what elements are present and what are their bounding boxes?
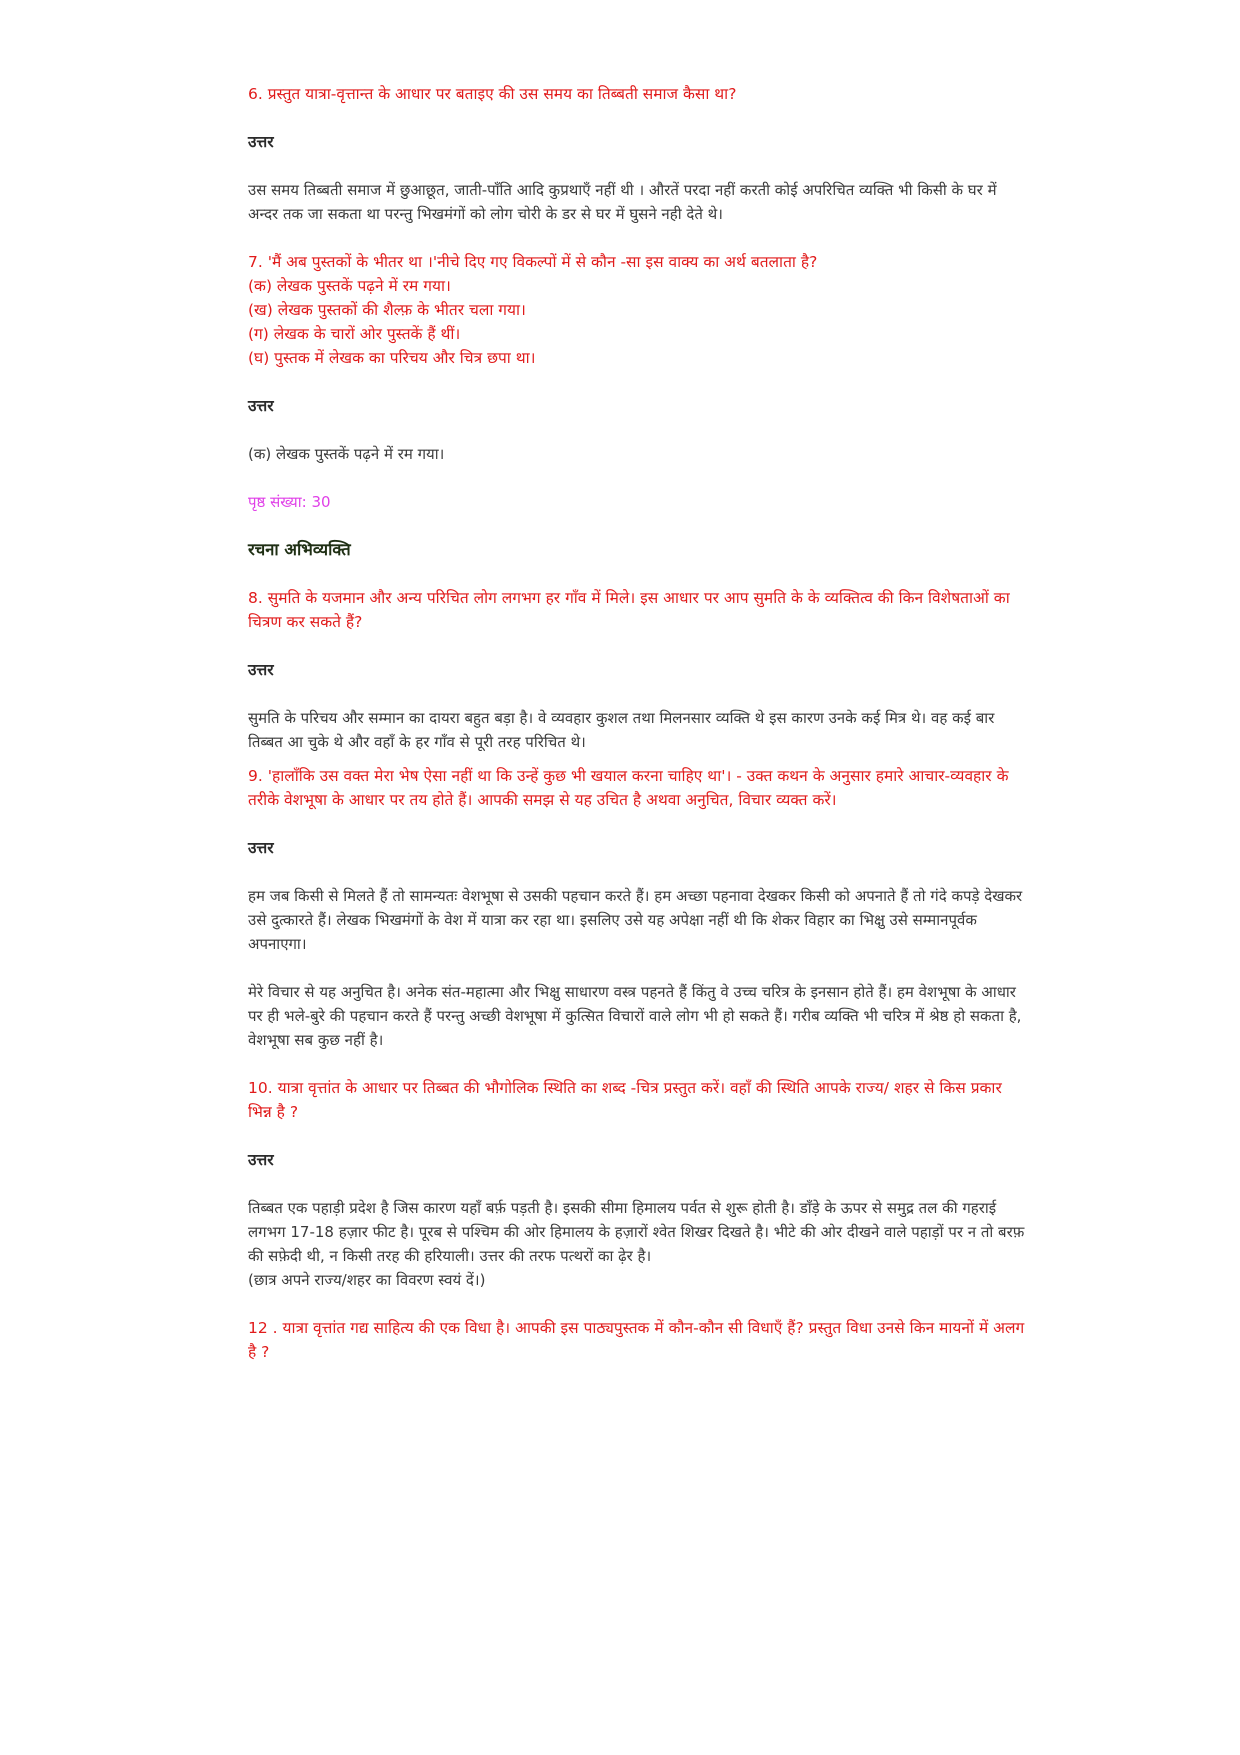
answer-10: तिब्बत एक पहाड़ी प्रदेश है जिस कारण यहाँ बर्फ़ पड़ती है। इसकी सीमा हिमालय पर्वत से शुरू होती है। डाँड़े के ऊपर से समुद्र तल की गहराई लगभग 17-18 हज़ार फीट है। पूरब से पश्चिम की ओर हिमालय के हज़ारों श्वेत शिखर दिखते है। भीटे की ओर दीखने वाले पहाड़ों पर न तो बरफ़ की सफ़ेदी थी, न किसी तरह की हरियाली। उत्तर की तरफ पत्थरों का ढ़ेर है।: [248, 1199, 1025, 1265]
answer-label-8: उत्तर: [248, 661, 274, 679]
question-8: 8. सुमति के यजमान और अन्य परिचित लोग लगभग हर गाँव में मिले। इस आधार पर आप सुमति के के व्यक्तित्व की किन विशेषताओं का चित्रण कर सकते हैं?: [248, 589, 1010, 631]
answer-label-6: उत्तर: [248, 133, 274, 151]
question-12: 12 . यात्रा वृत्तांत गद्य साहित्य की एक विधा है। आपकी इस पाठ्यपुस्तक में कौन-कौन सी विधाएँ हैं? प्रस्तुत विधा उनसे किन मायनों में अलग है ?: [248, 1319, 1025, 1361]
answer-8: सुमति के परिचय और सम्मान का दायरा बहुत बड़ा है। वे व्यवहार कुशल तथा मिलनसार व्यक्ति थे इस कारण उनके कई मित्र थे। वह कई बार तिब्बत आ चुके थे और वहाँ के हर गाँव से पूरी तरह परिचित थे।: [248, 709, 995, 751]
answer-label-7: उत्तर: [248, 397, 274, 415]
answer-9-paragraph-1: हम जब किसी से मिलते हैं तो सामन्यतः वेशभूषा से उसकी पहचान करते हैं। हम अच्छा पहनावा देखकर किसी को अपनाते हैं तो गंदे कपड़े देखकर उसे दुत्कारते हैं। लेखक भिखमंगों के वेश में यात्रा कर रहा था। इसलिए उसे यह अपेक्षा नहीं थी कि शेकर विहार का भिक्षु उसे सम्मानपूर्वक अपनाएगा।: [248, 887, 1023, 953]
answer-label-9: उत्तर: [248, 839, 274, 857]
question-9: 9. 'हालाँकि उस वक्त मेरा भेष ऐसा नहीं था कि उन्हें कुछ भी खयाल करना चाहिए था'। - उक्त कथन के अनुसार हमारे आचार-व्यवहार के तरीके वेशभूषा के आधार पर तय होते हैं। आपकी समझ से यह उचित है अथवा अनुचित, विचार व्यक्त करें।: [248, 767, 1009, 809]
question-6: 6. प्रस्तुत यात्रा-वृत्तान्त के आधार पर बताइए की उस समय का तिब्बती समाज कैसा था?: [248, 85, 737, 103]
answer-6: उस समय तिब्बती समाज में छुआछूत, जाती-पाँति आदि कुप्रथाएँ नहीं थी । औरतें परदा नहीं करती कोई अपरिचित व्यक्ति भी किसी के घर में अन्दर तक जा सकता था परन्तु भिखमंगों को लोग चोरी के डर से घर में घुसने नही देते थे।: [248, 181, 997, 223]
answer-10-note: (छात्र अपने राज्य/शहर का विवरण स्वयं दें।): [248, 1271, 486, 1289]
option-ga: (ग) लेखक के चारों ओर पुस्तकें हैं थीं।: [248, 325, 461, 343]
option-gha: (घ) पुस्तक में लेखक का परिचय और चित्र छपा था।: [248, 349, 536, 367]
answer-label-10: उत्तर: [248, 1151, 274, 1169]
option-kha: (ख) लेखक पुस्तकों की शैल्फ़ के भीतर चला गया।: [248, 301, 526, 319]
option-ka: (क) लेखक पुस्तकें पढ़ने में रम गया।: [248, 277, 451, 295]
answer-9-paragraph-2: मेरे विचार से यह अनुचित है। अनेक संत-महात्मा और भिक्षु साधारण वस्त्र पहनते हैं किंतु वे उच्च चरित्र के इनसान होते हैं। हम वेशभूषा के आधार पर ही भले-बुरे की पहचान करते हैं परन्तु अच्छी वेशभूषा में कुत्सित विचारों वाले लोग भी हो सकते हैं। गरीब व्यक्ति भी चरित्र में श्रेष्ठ हो सकता है, वेशभूषा सब कुछ नहीं है।: [248, 983, 1022, 1049]
question-7: 7. 'मैं अब पुस्तकों के भीतर था ।'नीचे दिए गए विकल्पों में से कौन -सा इस वाक्य का अर्थ बतलाता है?: [248, 253, 818, 271]
page-number: पृष्ठ संख्या: 30: [248, 493, 331, 511]
answer-7: (क) लेखक पुस्तकें पढ़ने में रम गया।: [248, 445, 445, 463]
question-10: 10. यात्रा वृत्तांत के आधार पर तिब्बत की भौगोलिक स्थिति का शब्द -चित्र प्रस्तुत करें। वहाँ की स्थिति आपके राज्य/ शहर से किस प्रकार भिन्न है ?: [248, 1079, 1002, 1121]
document-page: [248, 82, 1028, 1364]
section-heading: रचना अभिव्यक्ति: [248, 540, 351, 559]
